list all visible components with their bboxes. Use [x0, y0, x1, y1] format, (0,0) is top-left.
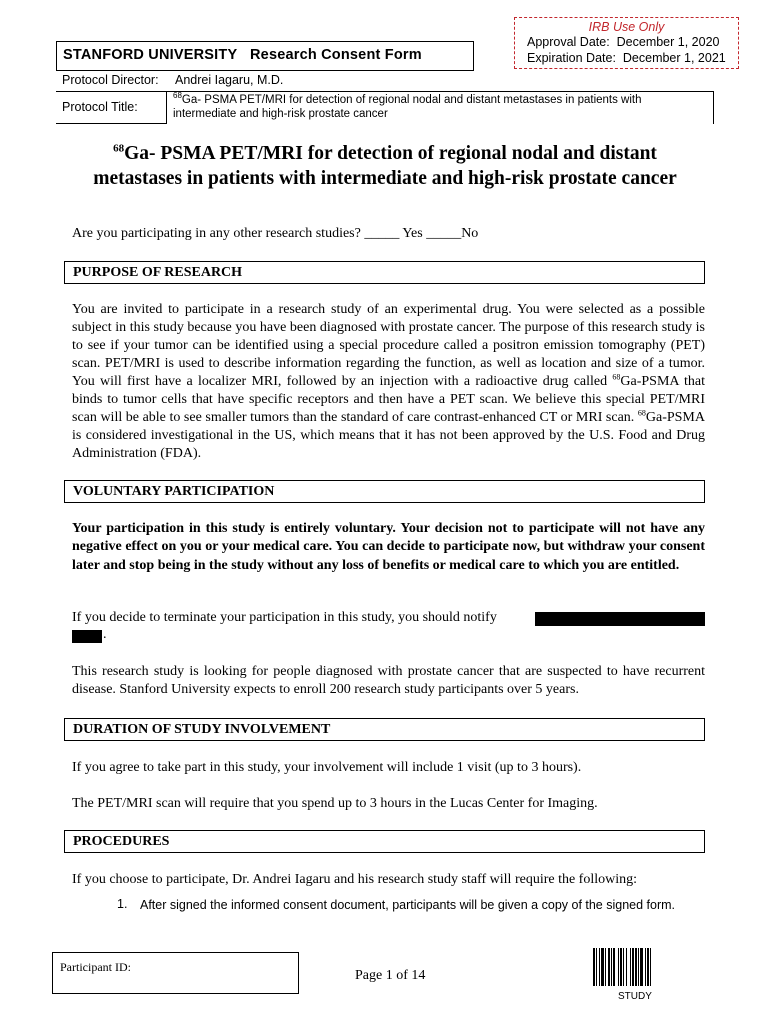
voluntary-paragraph: Your participation in this study is entirely voluntary. Your decision not to participate will not have any negative effect on you or your medical care. You can decide to participate now, but withdraw your consent later and stop being in the study without any loss of benefits or medical care to which you are entitled.	[72, 521, 705, 573]
duration-paragraph-2: The PET/MRI scan will require that you spend up to 3 hours in the Lucas Center for Imaging.	[72, 796, 598, 811]
section-heading: DURATION OF STUDY INVOLVEMENT	[73, 722, 331, 737]
protocol-divider	[166, 91, 167, 124]
expiration-date-row	[527, 51, 726, 65]
section-duration	[64, 718, 705, 741]
section-heading: VOLUNTARY PARTICIPATION	[73, 484, 275, 499]
terminate-paragraph: If you decide to terminate your participation in this study, you should notify	[72, 610, 497, 625]
barcode-label: STUDY	[618, 991, 652, 1002]
approval-date-row	[527, 35, 719, 49]
duration-paragraph-1: If you agree to take part in this study, your involvement will include 1 visit (up to 3 hours).	[72, 760, 582, 775]
expiration-date: December 1, 2021	[622, 51, 726, 65]
section-purpose	[64, 261, 705, 284]
director-label: Protocol Director:	[62, 73, 159, 87]
form-name: Research Consent Form	[250, 47, 422, 63]
protocol-divider	[166, 91, 713, 92]
header-box	[56, 41, 474, 71]
protocol-divider	[56, 91, 166, 92]
enrollment-paragraph: This research study is looking for people diagnosed with prostate cancer that are suspected to have recurrent disease. Stanford University expects to enroll 200 research study participants over 5 years.	[72, 664, 705, 697]
university-name: STANFORD UNIVERSITY	[63, 47, 238, 63]
isotope-superscript: 68	[173, 91, 182, 101]
section-procedures	[64, 830, 705, 853]
participant-id-box	[52, 952, 299, 994]
procedures-intro: If you choose to participate, Dr. Andrei Iagaru and his research study staff will require the following:	[72, 872, 638, 887]
protocol-title-label: Protocol Title:	[62, 100, 138, 114]
title-superscript: 68	[113, 142, 125, 155]
form-heading	[63, 47, 422, 63]
protocol-divider	[56, 123, 166, 124]
section-heading: PROCEDURES	[73, 834, 170, 849]
page-title: $^{68}$Ga- PSMA PET/MRI for detection of regional nodal and distant metastases in patients with intermediate and high-risk prostate cancer	[93, 142, 677, 189]
section-voluntary	[64, 480, 705, 503]
irb-title: IRB Use Only	[588, 20, 665, 34]
approval-label: Approval Date:	[527, 35, 610, 49]
redaction-bar	[535, 612, 705, 626]
protocol-divider	[713, 91, 714, 124]
other-studies-question: Are you participating in any other research studies? _____ Yes _____No	[72, 226, 479, 241]
list-item-number: 1.	[117, 897, 128, 911]
barcode	[592, 948, 682, 988]
page-number: Page 1 of 14	[355, 968, 426, 983]
approval-date: December 1, 2020	[616, 35, 720, 49]
terminate-period: .	[103, 627, 107, 642]
redaction-bar	[72, 630, 102, 643]
participant-id-label: Participant ID:	[60, 960, 131, 974]
expiration-label: Expiration Date:	[527, 51, 616, 65]
director-value: Andrei Iagaru, M.D.	[175, 73, 284, 87]
list-item: After signed the informed consent document, participants will be given a copy of the signed form.	[140, 898, 676, 912]
purpose-paragraph: You are invited to participate in a research study of an experimental drug. You were selected as a possible subject in this study because you have been diagnosed with prostate cancer. The purpose of this research study is to see if your tumor can be identified using a special procedure called a positron emission tomography (PET) scan. PET/MRI is used to describe information regarding the function, as well as location and size of a tumor. You will first have a localizer MRI, followed by an injection with a radioactive drug called $^{68}$Ga-PSMA that binds to tumor cells that have specific receptors and then have a PET scan. We believe this special PET/MRI scan will be able to see smaller tumors than the standard of care contrast-enhanced CT or MRI scan. $^{68}$Ga-PSMA is considered investigational in the US, which means that it has not been approved by the U.S. Food and Drug Administration (FDA).	[72, 302, 705, 461]
irb-box	[514, 17, 739, 69]
protocol-title-value: $^{68}$Ga- PSMA PET/MRI for detection of regional nodal and distant metastases in patients with intermediate and high-risk prostate cancer	[173, 91, 642, 120]
section-heading: PURPOSE OF RESEARCH	[73, 265, 243, 280]
